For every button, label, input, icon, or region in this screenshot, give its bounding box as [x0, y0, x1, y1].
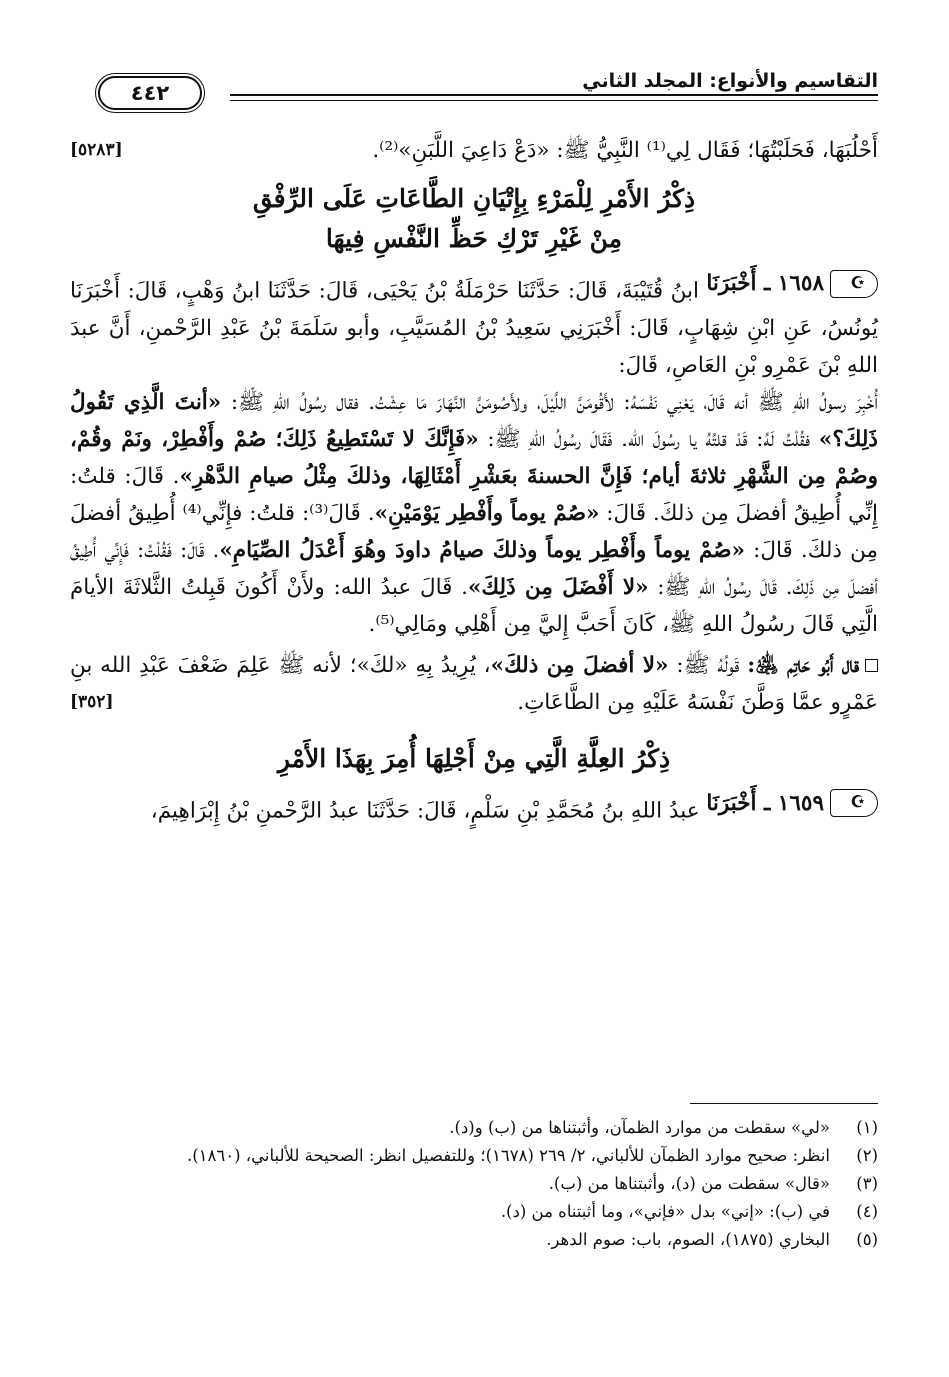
prophet-speech: «أنتَ الَّذِي تَقُولُ ذَلِكَ؟» — [70, 389, 878, 452]
prophet-speech: «صُمْ يوماً وأَفْطِر يوماً وذلكَ صيامُ داودَ وهُوَ أَعْدَلُ الصِّيَامِ» — [219, 537, 745, 563]
matn-text: . قَالَ عبدُ الله: ولأَنْ أَكُونَ قَبِلتُ الثَّلاثَةَ الأيامَ الَّتِي قَالَ رسُولُ اللهِ ﷺ، كَانَ أَحَبَّ إِليَّ مِن أَهْلِي ومَالِي⁽⁵⁾. — [70, 574, 878, 637]
isnad: ابنُ قُتَيْبَةَ، قَالَ: حَدَّثَنَا حَرْمَلَةُ بْنُ يَحْيَى، قَالَ: حَدَّثَنَا ابنُ وَهْبٍ، قَالَ: أَخْبَرَنَا يُونُسُ، عَنِ ابْنِ شِهَابٍ، قَالَ: أَخْبَرَنِي سَعِيدُ بْنُ المُسَيَّبِ، وأبو سَلَمَةَ بْنُ عَبْدِ الرَّحْمنِ، أَنَّ عبدَ اللهِ بْنَ عَمْرِو بْنِ العَاصِ، قَالَ: — [70, 278, 878, 378]
reference-number: [٥٢٨٣] — [70, 140, 123, 160]
matn-text: . قَالَ⁽³⁾: قلتُ: فإِنِّي⁽⁴⁾ أُطِيقُ أفضلَ مِن ذلكَ. قَالَ: — [70, 500, 878, 563]
footnote-text: «قال» سقطت من (د)، وأثبتناها من (ب). — [548, 1174, 830, 1193]
prophet-speech: «فَإِنَّكَ لا تَسْتَطِيعُ ذَلِكَ؛ صُمْ وأَفْطِرْ، ونَمْ وقُمْ، وصُمْ مِن الشَّهْرِ ثلاثةَ أيام؛ فَإِنَّ الحسنةَ بعَشْرِ أَمْثَالِهَا، وذلكَ مِثْلُ صيامِ الدَّهْرِ» — [70, 426, 878, 489]
footnotes — [70, 1114, 878, 1254]
main-text — [70, 132, 878, 829]
heading-line-1: ذِكْرُ الأَمْرِ لِلْمَرْءِ بِإِتْيَانِ الطَّاعَاتِ عَلَى الرِّفْقِ — [252, 184, 696, 213]
commentary-text: قَولُهُ ﷺ: — [668, 652, 748, 678]
hadith-number-text: ١٦٥٨ ـ أَخْبَرَنَا — [706, 271, 824, 296]
prophet-speech: «صُمْ يوماً وأَفْطِر يَوْمَيْنِ» — [374, 500, 600, 526]
chapter-heading — [70, 179, 878, 259]
footnote-text: «لي» سقطت من موارد الظمآن، وأثبتناها من (ب) و(د). — [449, 1118, 830, 1137]
square-bullet-icon — [865, 659, 878, 672]
hadith-number-text: ١٦٥٩ ـ أَخْبَرَنَا — [706, 790, 824, 816]
commentary-text: ، يُرِيدُ بِهِ «لكَ»؛ لأنه ﷺ عَلِمَ ضَعْفَ عَبْدِ الله بنِ عَمْرٍو عمَّا وَطَّنَ نَفْسَهُ عَلَيْهِ مِن الطَّاعَاتِ. — [70, 652, 878, 715]
footnote — [70, 1198, 878, 1226]
reference-number: [٣٥٢] — [70, 691, 114, 712]
footnote-separator — [690, 1103, 878, 1104]
paragraph-text: أَحْلُبَهَا، فَحَلَبْتُهَا؛ فَقَال لِي⁽¹⁾ النَّبِيُّ ﷺ: «دَعْ دَاعِيَ اللَّبَنِ»⁽²⁾. — [372, 138, 878, 163]
commentary-quote: «لا أفضلَ مِن ذلكَ» — [490, 652, 669, 678]
matn-text: . قَالَ: فَقُلْتُ: فَإِنِّي أُطِيقُ أفضلَ مِن ذَلِكَ. قَالَ رسُولُ اللهِ ﷺ: — [70, 537, 879, 600]
running-title: التقاسيم والأنواع: المجلد الثاني — [582, 70, 878, 92]
footnote-text: في (ب): «إني» بدل «فإني»، وما أثبتناه من (د). — [500, 1202, 830, 1221]
footnote — [70, 1114, 878, 1142]
hadith-marker-icon — [830, 270, 878, 298]
heading-line-2: مِنْ غَيْرِ تَرْكِ حَظِّ النَّفْسِ فِيهَا — [325, 224, 623, 253]
commentary — [70, 647, 878, 721]
matn-text: . قَالَ: قلتُ: إِنِّي أُطِيقُ أفضلَ مِن ذلكَ. قَالَ: — [70, 463, 878, 526]
hadith-marker-icon — [830, 789, 878, 817]
footnote-text: انظر: صحيح موارد الظمآن للألباني، ٢/ ٢٦٩ (١٦٧٨)؛ وللتفصيل انظر: الصحيحة للألباني، (١٨٦٠). — [186, 1146, 830, 1165]
footnote — [70, 1170, 878, 1198]
prophet-speech: «لا أَفْضَلَ مِن ذَلِكَ» — [467, 574, 649, 600]
commentary-lead: قال أَبُو حَاتِم ﵁: — [747, 652, 860, 678]
hadith-matn — [70, 384, 878, 643]
page-header — [70, 60, 878, 112]
footnote-number: (٤) — [856, 1202, 878, 1221]
isnad: عبدُ اللهِ بنُ مُحَمَّدِ بْنِ سَلْمٍ، قَالَ: حَدَّثَنَا عبدُ الرَّحْمنِ بْنُ إِبْرَاهِيمَ، — [150, 798, 700, 823]
hadith-1658 — [70, 265, 878, 384]
page-number-frame — [70, 76, 230, 114]
header-rule — [230, 94, 878, 101]
footnote-number: (٥) — [856, 1230, 878, 1249]
page-number: ٤٤٢ — [98, 76, 202, 110]
paragraph-continuation — [70, 132, 878, 169]
hadith-1659 — [70, 785, 878, 830]
footnote — [70, 1226, 878, 1254]
hadith-number — [706, 265, 878, 302]
footnote-text: البخاري (١٨٧٥)، الصوم، باب: صوم الدهر. — [546, 1230, 830, 1249]
footnote — [70, 1142, 878, 1170]
chapter-heading: ذِكْرُ العِلَّةِ الَّتِي مِنْ أَجْلِهَا أُمِرَ بِهَذَا الأَمْرِ — [277, 743, 671, 773]
footnote-number: (٢) — [856, 1146, 878, 1165]
footnote-number: (١) — [856, 1118, 878, 1137]
hadith-number — [706, 785, 878, 822]
matn-text: أُخْبِرَ رسولُ اللهِ ﷺ أنه قَالَ، يَعْنِي نَفْسَهُ: لأَقُومَنَّ اللَّيْلَ، ولأَصُومَنَّ النَّهَارَ مَا عِشْتُ. فقال رسُولُ اللهِ ﷺ: — [221, 389, 879, 415]
footnote-number: (٣) — [856, 1174, 878, 1193]
matn-text: فقُلْتُ لَهُ: قَدْ قلتُهُ يا رسُولَ الله. فَقَالَ رسُولُ اللهِ ﷺ: — [478, 426, 819, 452]
